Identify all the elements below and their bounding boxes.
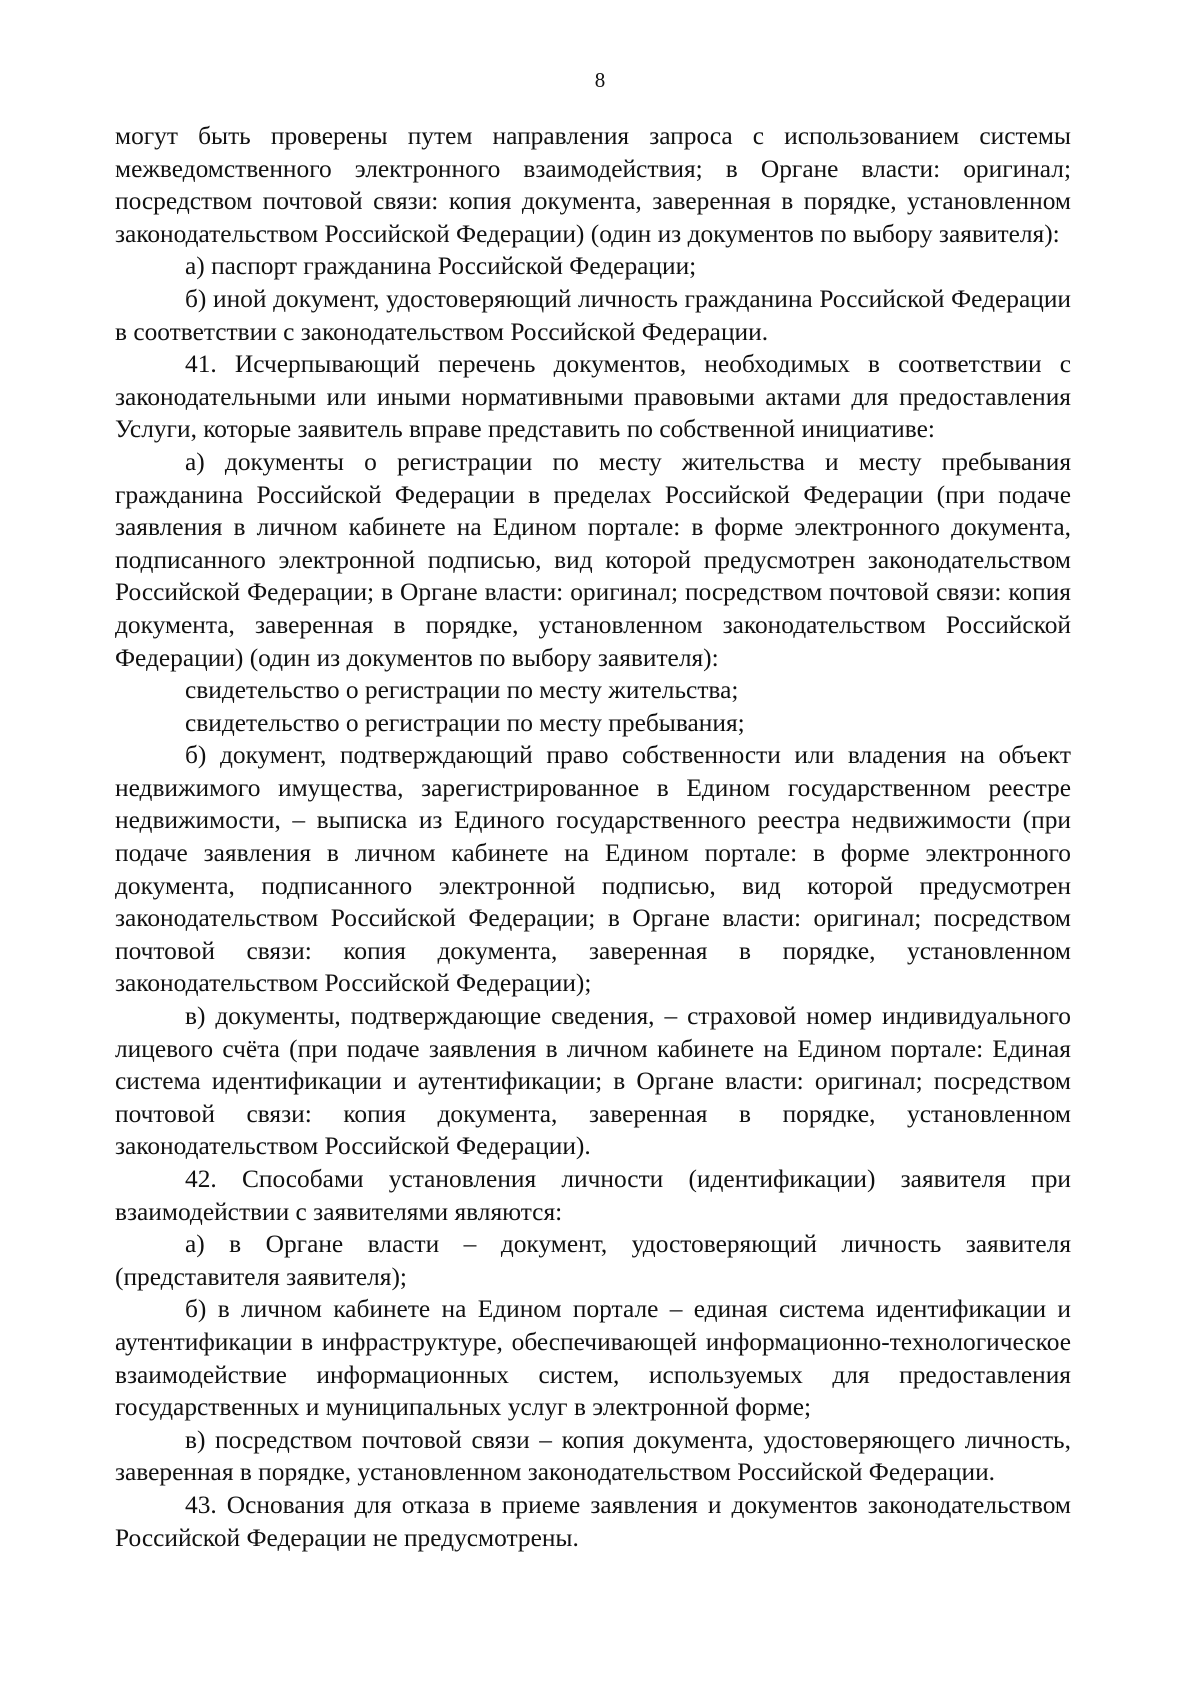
- clause-42-item-b: б) в личном кабинете на Едином портале – единая система идентификации и аутентификации в инфраструктуре, обеспечивающей информационно-технологическое взаимодействие информационных систем, используемых для предоставления государственных и муниципальных услуг в электронной форме;: [115, 1295, 1071, 1422]
- page-number: 8: [594, 68, 606, 92]
- clause-41-item-a: а) документы о регистрации по месту жительства и месту пребывания гражданина Российской Федерации в пределах Российской Федерации (при подаче заявления в личном кабинете на Едином портале: в форме электронного документа, подписанного электронной подписью, вид которой предусмотрен законодательством Российской Федерации; в Органе власти: оригинал; посредством почтовой связи: копия документа, заверенная в порядке, установленном законодательством Российской Федерации) (один из документов по выбору заявителя):: [115, 447, 1071, 672]
- clause-41: 41. Исчерпывающий перечень документов, необходимых в соответствии с законодательными или иными нормативными правовыми актами для предоставления Услуги, которые заявитель вправе представить по собственной инициативе:: [115, 350, 1071, 444]
- paragraph-continuation: могут быть проверены путем направления запроса с использованием системы межведомственного электронного взаимодействия; в Органе власти: оригинал; посредством почтовой связи: копия документа, заверенная в порядке, установленном законодательством Российской Федерации) (один из документов по выбору заявителя):: [115, 122, 1071, 248]
- clause-43: 43. Основания для отказа в приеме заявления и документов законодательством Российской Федерации не предусмотрены.: [115, 1490, 1071, 1552]
- stay-certificate: свидетельство о регистрации по месту пребывания;: [185, 708, 745, 737]
- clause-42: 42. Способами установления личности (идентификации) заявителя при взаимодействии с заявителями являются:: [115, 1165, 1071, 1226]
- clause-41-item-v: в) документы, подтверждающие сведения, – страховой номер индивидуального лицевого счёта (при подаче заявления в личном кабинете на Едином портале: Единая система идентификации и аутентификации; в Органе власти: оригинал; посредством почтовой связи: копия документа, заверенная в порядке, установленном законодательством Российской Федерации).: [115, 1002, 1071, 1161]
- clause-41-item-b: б) документ, подтверждающий право собственности или владения на объект недвижимого имущества, зарегистрированное в Едином государственном реестре недвижимости, – выписка из Единого государственного реестра недвижимости (при подаче заявления в личном кабинете на Едином портале: в форме электронного документа, подписанного электронной подписью, вид которой предусмотрен законодательством Российской Федерации; в Органе власти: оригинал; посредством почтовой связи: копия документа, заверенная в порядке, установленном законодательством Российской Федерации);: [115, 741, 1071, 998]
- item-b-other-id: б) иной документ, удостоверяющий личность гражданина Российской Федерации в соответствии с законодательством Российской Федерации.: [115, 284, 1071, 346]
- clause-42-item-v: в) посредством почтовой связи – копия документа, удостоверяющего личность, заверенная в порядке, установленном законодательством Российской Федерации.: [115, 1425, 1071, 1487]
- document-body: [115, 120, 1071, 1554]
- residence-certificate: свидетельство о регистрации по месту жительства;: [185, 676, 739, 705]
- clause-42-item-a: а) в Органе власти – документ, удостоверяющий личность заявителя (представителя заявителя);: [115, 1230, 1071, 1291]
- item-a-passport: а) паспорт гражданина Российской Федерации;: [185, 252, 697, 281]
